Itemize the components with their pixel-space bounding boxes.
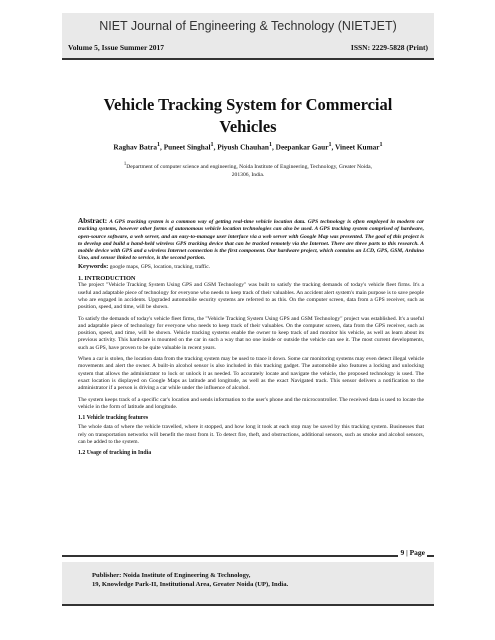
author: Puneet Singhal <box>163 142 211 152</box>
abstract-label: Abstract: <box>78 217 108 225</box>
subsection-heading: 1.1 Vehicle tracking features <box>78 415 149 422</box>
publisher-info: Publisher: Noida Institute of Engineering & Technology, 19, Knowledge Park-II, Institutional Area, Greater Noida (UP), India. <box>92 572 289 588</box>
author-list: Raghav Batra$^1$, Puneet Singhal$^1$, Piyush Chauhan$^1$, Deepankar Gaur$^1$, Vineet Kumar$^1$ <box>113 142 383 152</box>
issn-info: ISSN: 2229-5828 (Print) <box>350 43 428 52</box>
section-heading-introduction: 1. INTRODUCTION <box>78 275 136 283</box>
journal-title: NIET Journal of Engineering & Technology (NIETJET) <box>99 19 397 33</box>
keywords: google maps, GPS, location, tracking, traffic. <box>109 263 211 270</box>
abstract-text: A GPS tracking system is a common way of getting real-time vehicle location data. GPS technology is often employed in modern car tracking systems, however other forms of autonomous vehicle location technologies can also be used. A GPS tracking system comprised of hardware, open-source software, a web server, and an easy-to-manage user interface via a web server with Google Map was presented. The goal of this project is to develop and build a hand-held wireless GPS tracking device that can be tracked remotely via the Internet. There are three parts to this research. A mobile device with GPS and a wireless Internet connection is the first component. Our hardware project, which contains an LCD, GPS, GSM, Arduino Uno, and sensor linked to service, is the second portion. <box>78 219 424 262</box>
paragraph: To satisfy the demands of today's vehicle fleet firms, the "Vehicle Tracking System Using GPS and GSM Technology" project was established. It's a useful and adaptable piece of technology for everyone who needs to keep track of their valuables. On the computer screen, data from the GPS receiver, such as position, speed, and time, will be shown. Vehicle tracking systems enable the owner to keep track of and monitor his vehicle, as well as learn about its previous activity. This hardware is mounted on the car in such a way that no one inside or outside the vehicle can see it. The most current developments, such as GPS, have proven to be quite valuable in recent years. <box>78 315 424 351</box>
paragraph: The system keeps track of a specific car's location and sends information to the user's phone and the microcontroller. The received data is used to locate the vehicle in the form of latitude and longitude. <box>78 396 424 410</box>
abstract <box>78 218 424 271</box>
author: Deepankar Gaur <box>275 142 329 152</box>
author: Vineet Kumar <box>335 142 380 152</box>
affiliation: $^1$Department of computer science and engineering, Noida Institute of Engineering, Technology, Greater Noida, 201306, India. <box>123 162 373 178</box>
paper-title: Vehicle Tracking System for Commercial Vehicles <box>103 95 393 136</box>
issue-line <box>68 43 428 52</box>
paragraph: The project "Vehicle Tracking System Using GPS and GSM Technology" was built to satisfy the tracking demands of today's vehicle fleet firms. It's a useful and adaptable piece of technology for everyone who needs to keep track of their valuables. An accident alert system's main purpose is to save people who are engaged in accidents. Upgraded automobile security systems are referred to as this. On the computer screen, data from a GPS receiver, such as position, speed, and time, will be shown. <box>78 282 424 311</box>
author: Raghav Batra <box>113 142 157 152</box>
publisher-footer <box>62 562 434 606</box>
journal-header <box>62 13 434 60</box>
author: Piyush Chauhan <box>217 142 269 152</box>
paper-body <box>78 218 424 460</box>
keywords-label: Keywords: <box>78 262 109 270</box>
paragraph: The whole data of where the vehicle travelled, where it stopped, and how long it took at each stop may be saved by this tracking system. Businesses that rely on transportation networks will benefit the most from it. To detect fire, theft, and obstructions, additional sensors, such as smoke and alcohol sensors, can be added to the system. <box>78 424 424 446</box>
volume-info: Volume 5, Issue Summer 2017 <box>68 43 165 52</box>
subsection-heading: 1.2 Usage of tracking in India <box>78 450 152 457</box>
footer-divider <box>62 555 434 557</box>
paragraph: When a car is stolen, the location data from the tracking system may be used to trace it down. Some car monitoring systems may even detect illegal vehicle movements and alert the owner. A built-in alcohol sensor is also included in this tracking gadget. The automobile also features a locking and unlocking system that allows the administrator to lock or unlock it as needed. To accurately locate and navigate the vehicle, the proposed technology is used. The exact location is displayed on Google Maps as latitude and longitude, as well as the exact Navigated track. This sensor delivers a notification to the administrator if a person is driving a car while under the influence of alcohol. <box>78 356 424 392</box>
page-number: 9 | Page <box>400 548 425 557</box>
